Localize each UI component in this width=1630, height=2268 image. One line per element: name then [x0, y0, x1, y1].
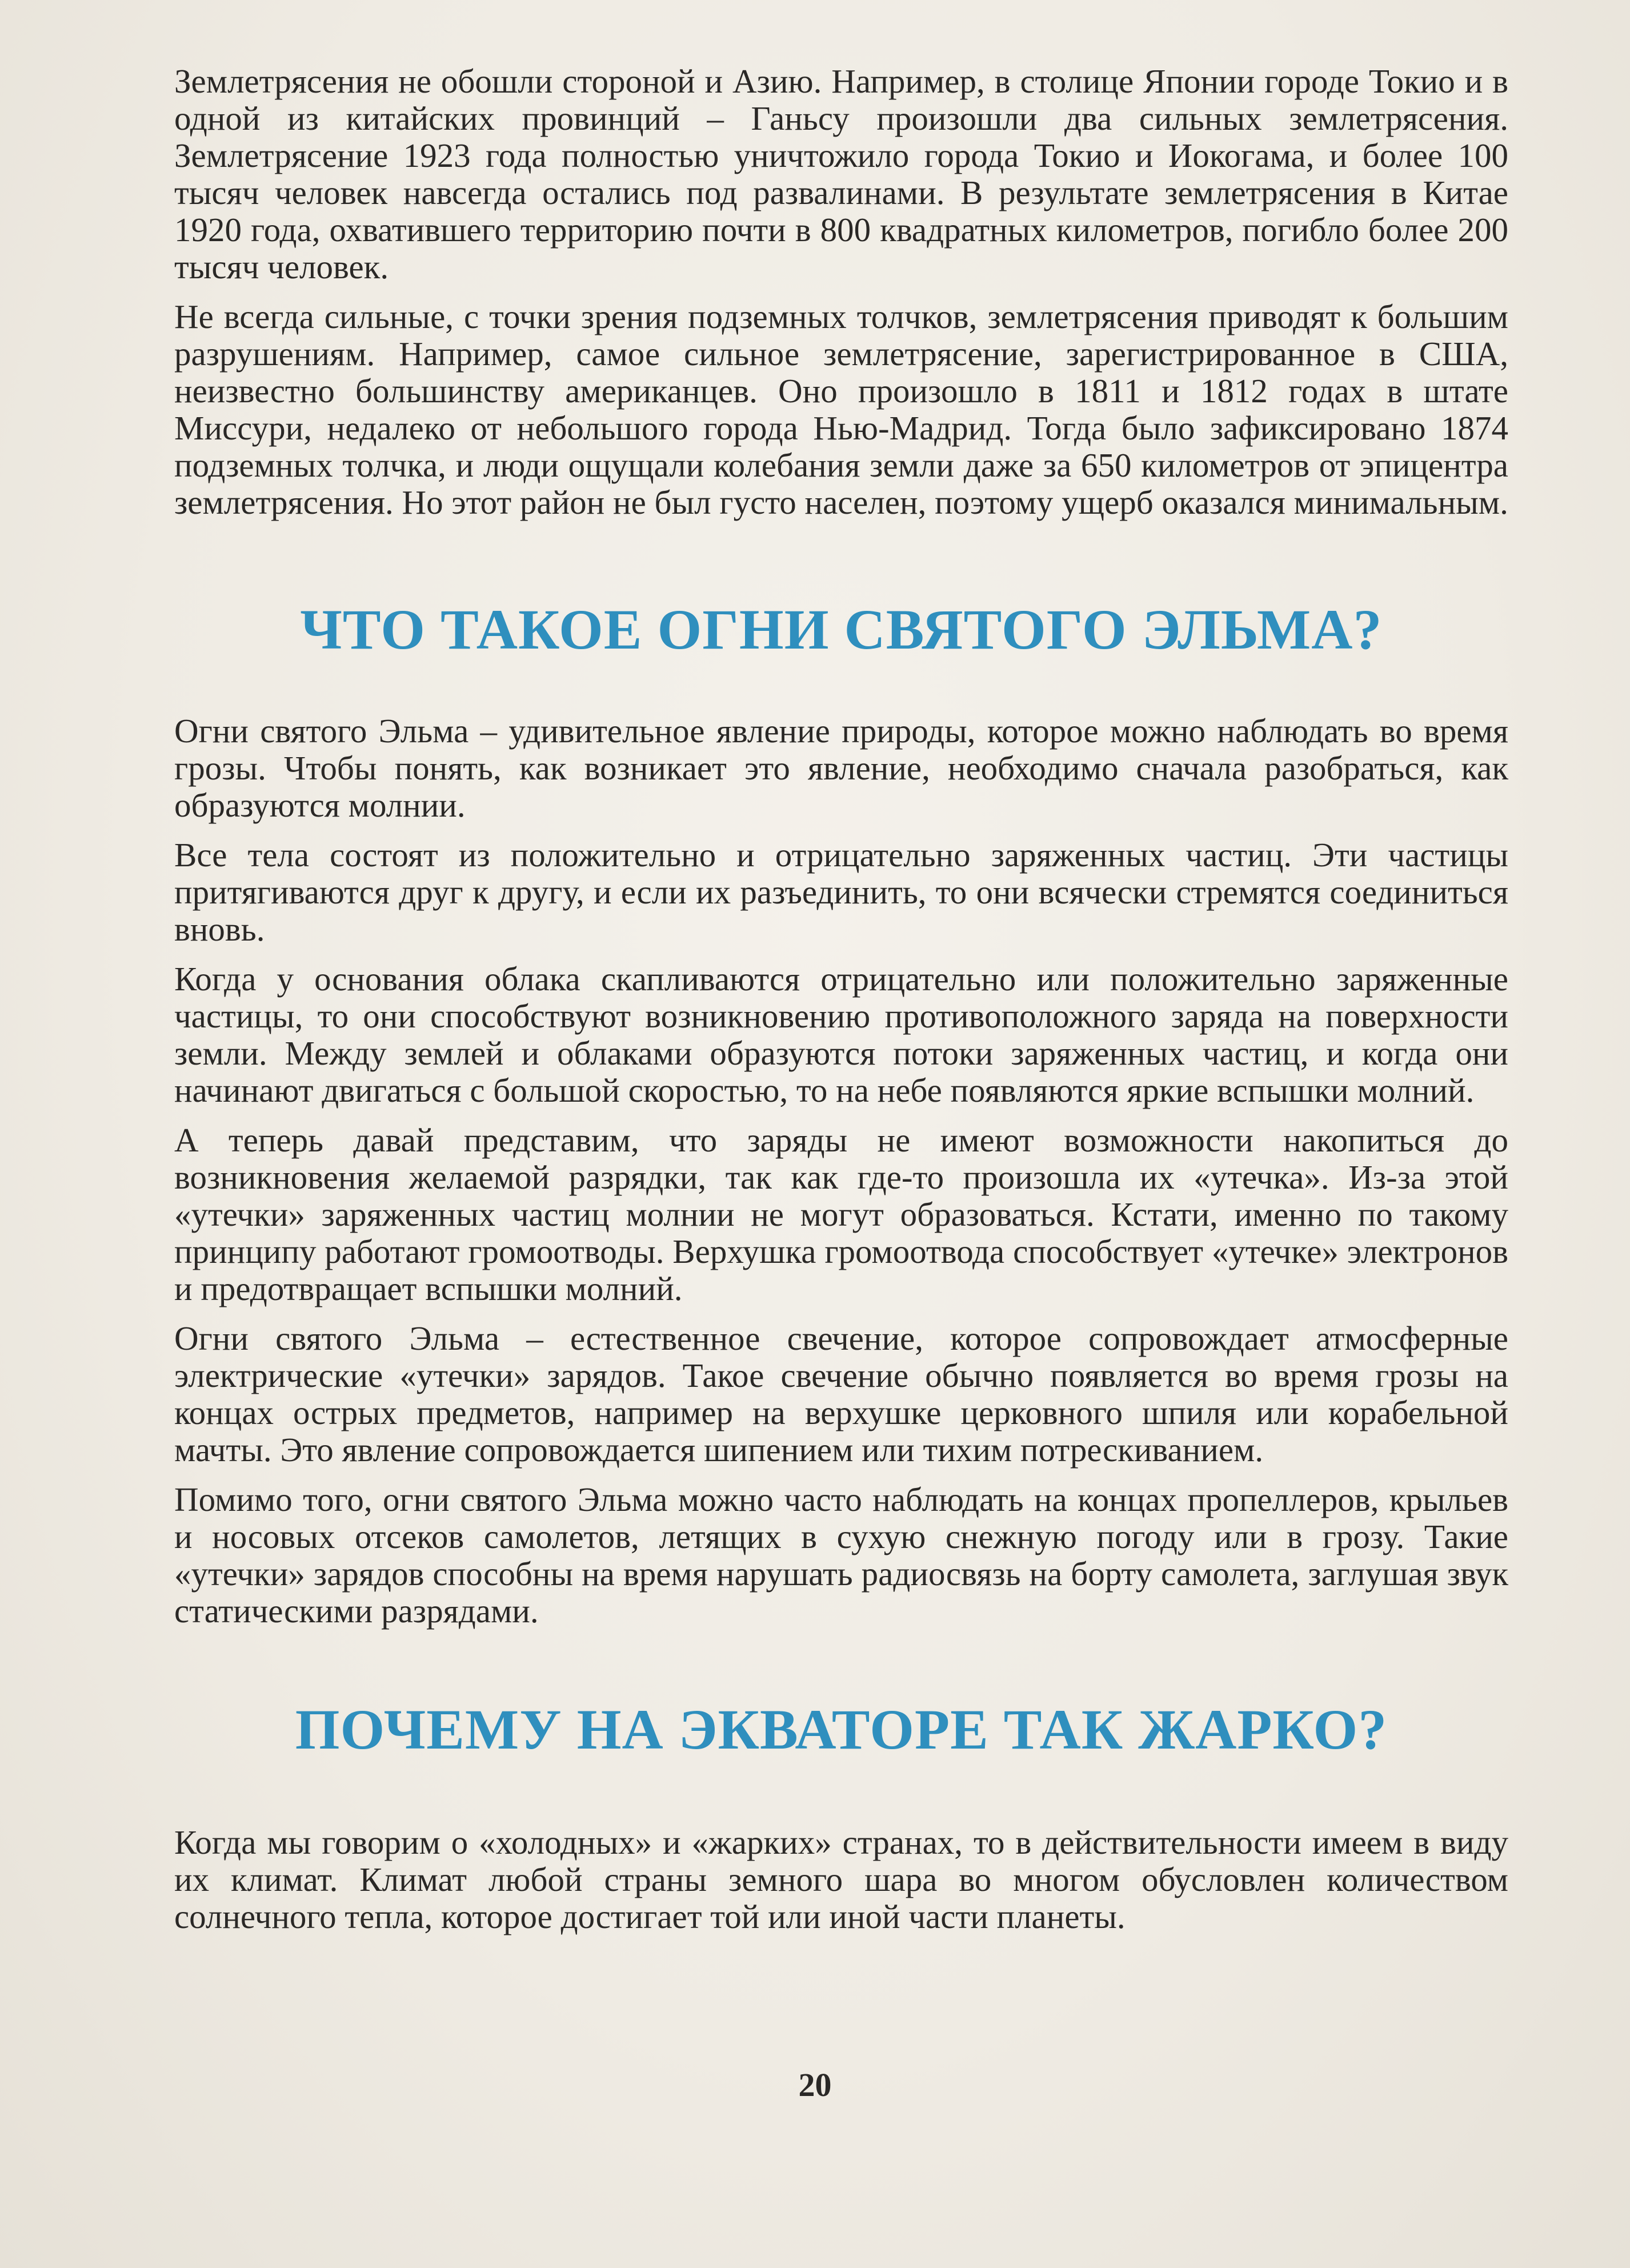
page-number: 20 — [798, 2066, 832, 2103]
paragraph: Когда мы говорим о «холодных» и «жарких» странах, то в действительности имеем в виду их климат. Климат любой страны земного шара во многом обусловлен количеством солнечного тепла, которое достигает той или иной части планеты. — [174, 1823, 1508, 1935]
paragraph: Не всегда сильные, с точки зрения подземных толчков, землетрясения приводят к большим разрушениям. Например, самое сильное землетрясение, зарегистрированное в США, неизвестно большинству американцев. Оно произошло в 1811 и 1812 годах в штате Миссури, недалеко от небольшого города Нью-Мадрид. Тогда было зафиксировано 1874 подземных толчка, и люди ощущали колебания земли даже за 650 километров от эпицентра землетрясения. Но этот район не был густо населен, поэтому ущерб оказался минимальным. — [174, 298, 1508, 521]
paragraph: Все тела состоят из положительно и отрицательно заряженных частиц. Эти частицы притягиваются друг к другу, и если их разъединить, то они всячески стремятся соединиться вновь. — [174, 836, 1508, 948]
paragraph: Огни святого Эльма – удивительное явление природы, которое можно наблюдать во время грозы. Чтобы понять, как возникает это явление, необходимо сначала разобраться, как образуются молнии. — [174, 712, 1508, 824]
paragraph: А теперь давай представим, что заряды не имеют возможности накопиться до возникновения желаемой разрядки, так как где-то произошла их «утечка». Из-за этой «утечки» заряженных частиц молнии не могут образоваться. Кстати, именно по такому принципу работают громоотводы. Верхушка громоотвода способствует «утечке» электронов и предотвращает вспышки молний. — [174, 1121, 1508, 1307]
paragraph: Помимо того, огни святого Эльма можно часто наблюдать на концах пропеллеров, крыльев и носовых отсеков самолетов, летящих в сухую снежную погоду или в грозу. Такие «утечки» зарядов способны на время нарушать радиосвязь на борту самолета, заглушая звук статическими разрядами. — [174, 1481, 1508, 1630]
paragraph: Землетрясения не обошли стороной и Азию. Например, в столице Японии городе Токио и в одной из китайских провинций – Ганьсу произошли два сильных землетрясения. Землетрясение 1923 года полностью уничтожило города Токио и Иокогама, и более 100 тысяч человек навсегда остались под развалинами. В результате землетрясения в Китае 1920 года, охватившего территорию почти в 800 квадратных километров, погибло более 200 тысяч человек. — [174, 62, 1508, 286]
intro-text — [174, 63, 1508, 521]
paragraph: Огни святого Эльма – естественное свечение, которое сопровождает атмосферные электрические «утечки» зарядов. Такое свечение обычно появляется во время грозы на концах острых предметов, например на верхушке церковного шпиля или корабельной мачты. Это явление сопровождается шипением или тихим потрескиванием. — [174, 1319, 1508, 1469]
section-heading-equator: ПОЧЕМУ НА ЭКВАТОРЕ ТАК ЖАРКО? — [295, 1698, 1388, 1761]
section-st-elmo-text — [174, 713, 1508, 1630]
section-equator-text — [174, 1824, 1508, 1935]
page-content — [174, 63, 1508, 1948]
paragraph: Когда у основания облака скапливаются отрицательно или положительно заряженные частицы, то они способствуют возникновению противоположного заряда на поверхности земли. Между землей и облаками образуются потоки заряженных частиц, и когда они начинают двигаться с большой скоростью, то на небе появляются яркие вспышки молний. — [174, 960, 1508, 1109]
section-heading-st-elmo: ЧТО ТАКОЕ ОГНИ СВЯТОГО ЭЛЬМА? — [300, 598, 1383, 661]
